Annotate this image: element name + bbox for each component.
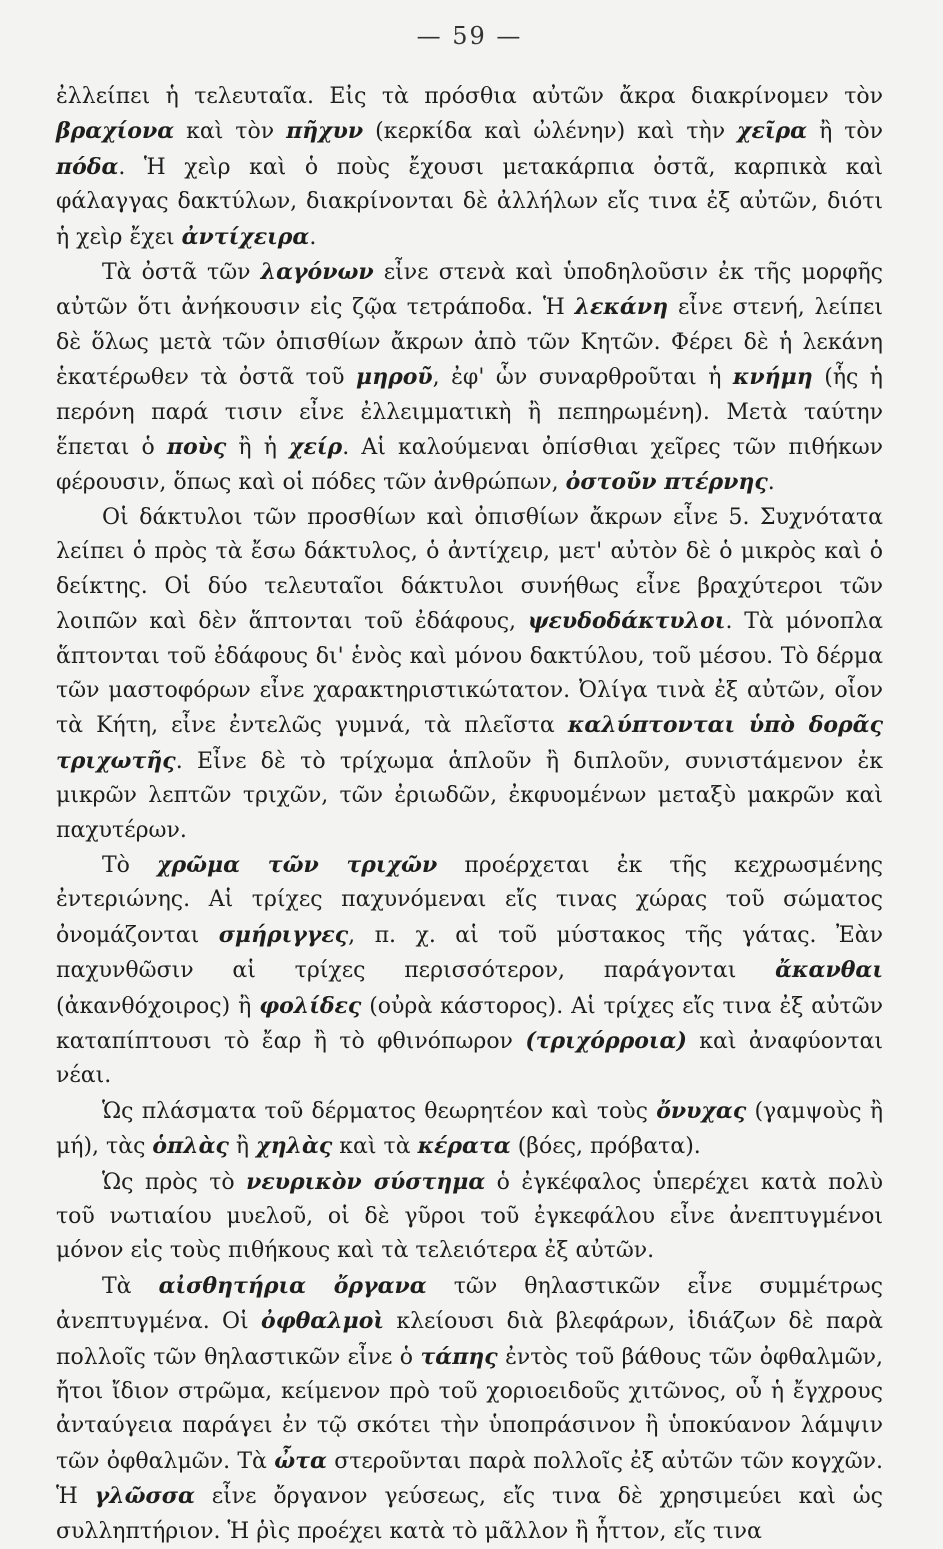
paragraph-5: Ὡς πλάσματα τοῦ δέρματος θεωρητέον καὶ τοὺς ὄνυχας (γαμψοὺς ἢ μή), τὰς ὁπλὰς ἢ χηλὰς καὶ τὰ κέρατα (βόες, πρόβατα).: [56, 1097, 883, 1160]
paragraph-7: Τὰ αἰσθητήρια ὄργανα τῶν θηλαστικῶν εἶνε συμμέτρως ἀνεπτυγμένα. Οἱ ὀφθαλμοὶ κλείουσι διὰ βλεφάρων, ἰδιάζων δὲ παρὰ πολλοῖς τῶν θηλαστικῶν εἶνε ὁ τάπης ἐντὸς τοῦ βάθους τῶν ὀφθαλμῶν, ἤτοι ἴδιον στρῶμα, κείμενον πρὸ τοῦ χοριοειδοῦς χιτῶνος, οὗ ἡ ἔγχρους ἀνταύγεια παράγει ἐν τῷ σκότει τὴν ὑποπράσινον ἢ ὑποκύανον λάμψιν τῶν ὀφθαλμῶν. Τὰ ὦτα στεροῦνται παρὰ πολλοῖς ἐξ αὐτῶν τῶν κογχῶν. Ἡ γλῶσσα εἶνε ὄργανον γεύσεως, εἴς τινα δὲ χρησιμεύει καὶ ὡς συλληπτήριον. Ἡ ῥὶς προέχει κατὰ τὸ μᾶλλον ἢ ἧττον, εἴς τινα: [56, 1272, 883, 1544]
body-text: [56, 80, 883, 1549]
paragraph-1: ἐλλείπει ἡ τελευταῖα. Εἰς τὰ πρόσθια αὐτῶν ἄκρα διακρίνομεν τὸν βραχίονα καὶ τὸν πῆχυν (κερκίδα καὶ ὠλένην) καὶ τὴν χεῖρα ἢ τὸν πόδα. Ἡ χεὶρ καὶ ὁ ποὺς ἔχουσι μετακάρπια ὀστᾶ, καρπικὰ καὶ φάλαγγας δακτύλων, διακρίνονται δὲ ἀλλήλων εἴς τινα ἐξ αὐτῶν, διότι ἡ χεὶρ ἔχει ἀντίχειρα.: [56, 84, 883, 250]
paragraph-6: Ὡς πρὸς τὸ νευρικὸν σύστημα ὁ ἐγκέφαλος ὑπερέχει κατὰ πολὺ τοῦ νωτιαίου μυελοῦ, οἱ δὲ γῦροι τοῦ ἐγκεφάλου εἶνε ἀνεπτυγμένοι μόνον εἰς τοὺς πιθήκους καὶ τὰ τελειότερα ἐξ αὐτῶν.: [56, 1168, 883, 1264]
paragraph-2: Τὰ ὀστᾶ τῶν λαγόνων εἶνε στενὰ καὶ ὑποδηλοῦσιν ἐκ τῆς μορφῆς αὐτῶν ὅτι ἀνήκουσιν εἰς ζῷα τετράποδα. Ἡ λεκάνη εἶνε στενή, λείπει δὲ ὅλως μετὰ τῶν ὀπισθίων ἄκρων ἀπὸ τῶν Κητῶν. Φέρει δὲ ἡ λεκάνη ἑκατέρωθεν τὰ ὀστᾶ τοῦ μηροῦ, ἐφ' ὧν συναρθροῦται ἡ κνήμη (ἧς ἡ περόνη παρά τισιν εἶνε ἐλλειμματικὴ ἢ πεπηρωμένη). Μετὰ ταύτην ἕπεται ὁ ποὺς ἢ ἡ χείρ. Αἱ καλούμεναι ὀπίσθιαι χεῖρες τῶν πιθήκων φέρουσιν, ὅπως καὶ οἱ πόδες τῶν ἀνθρώπων, ὀστοῦν πτέρνης.: [56, 259, 884, 496]
page-number: — 59 —: [416, 22, 523, 50]
paragraph-3: Οἱ δάκτυλοι τῶν προσθίων καὶ ὀπισθίων ἄκρων εἶνε 5. Συχνότατα λείπει ὁ πρὸς τὰ ἔσω δάκτυλος, ὁ ἀντίχειρ, μετ' αὐτὸν δὲ ὁ μικρὸς καὶ ὁ δείκτης. Οἱ δύο τελευταῖοι δάκτυλοι συνήθως εἶνε βραχύτεροι τῶν λοιπῶν καὶ δὲν ἅπτονται τοῦ ἐδάφους, ψευδοδάκτυλοι. Τὰ μόνοπλα ἅπτονται τοῦ ἐδάφους δι' ἑνὸς καὶ μόνου δακτύλου, τοῦ μέσου. Τὸ δέρμα τῶν μαστοφόρων εἶνε χαρακτηριστικώτατον. Ὀλίγα τινὰ ἐξ αὐτῶν, οἷον τὰ Κήτη, εἶνε ἐντελῶς γυμνά, τὰ πλεῖστα καλύπτονται ὑπὸ δορᾶς τριχωτῆς. Εἶνε δὲ τὸ τρίχωμα ἁπλοῦν ἢ διπλοῦν, συνιστάμενον ἐκ μικρῶν λεπτῶν τριχῶν, τῶν ἐριωδῶν, ἐκφυομένων μεταξὺ μακρῶν καὶ παχυτέρων.: [56, 504, 883, 843]
paragraph-4: Τὸ χρῶμα τῶν τριχῶν προέρχεται ἐκ τῆς κεχρωσμένης ἐντεριώνης. Αἱ τρίχες παχυνόμεναι εἴς τινας χώρας τοῦ σώματος ὀνομάζονται σμήριγγες, π. χ. αἱ τοῦ μύστακος τῆς γάτας. Ἐὰν παχυνθῶσιν αἱ τρίχες περισσότερον, παράγονται ἄκανθαι (ἀκανθόχοιρος) ἢ φολίδες (οὐρὰ κάστορος). Αἱ τρίχες εἴς τινα ἐξ αὐτῶν καταπίπτουσι τὸ ἔαρ ἢ τὸ φθινόπωρον (τριχόρροια) καὶ ἀναφύονται νέαι.: [56, 851, 883, 1089]
